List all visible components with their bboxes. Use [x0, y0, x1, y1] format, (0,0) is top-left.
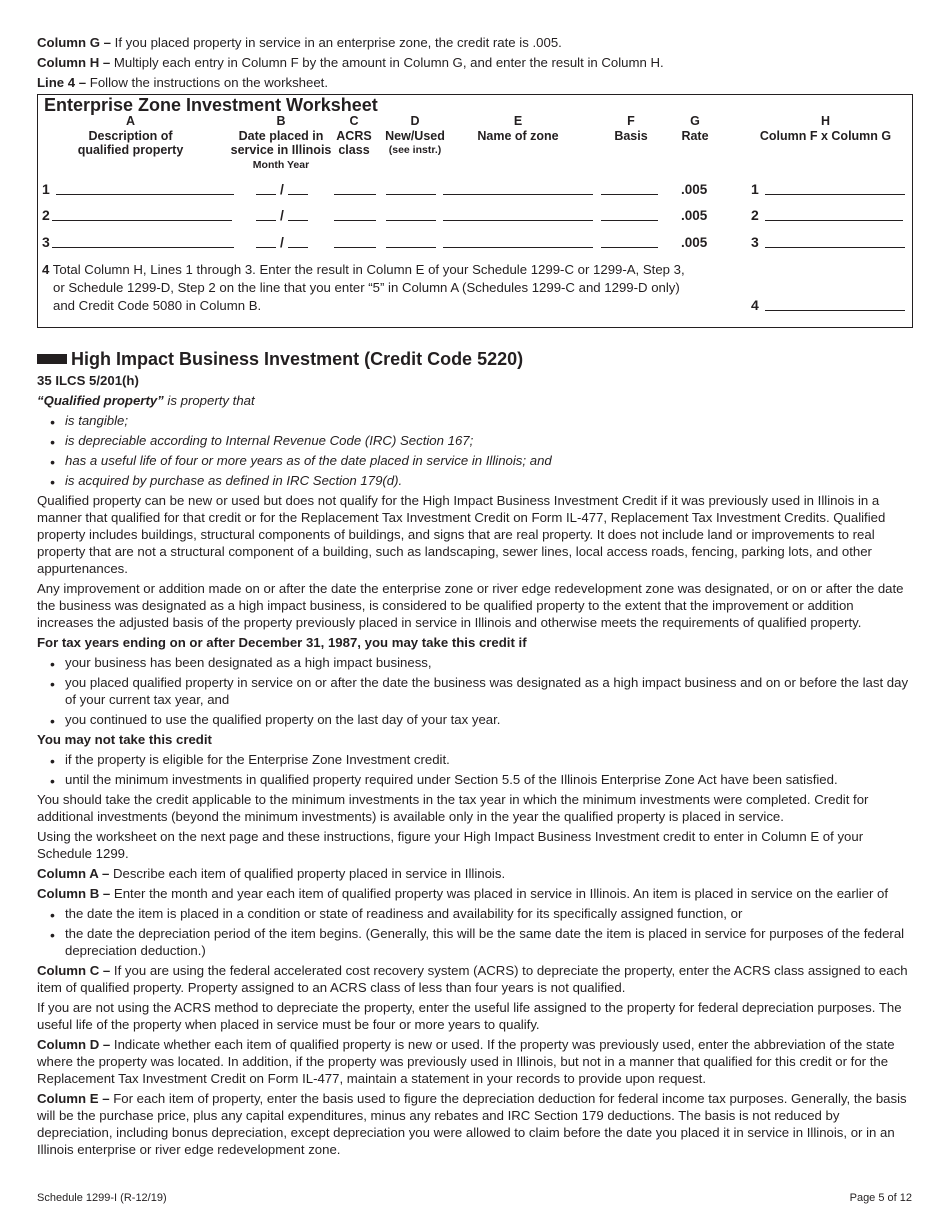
row-1-basis-field[interactable]: [601, 181, 658, 195]
column-e-header: E Name of zone: [477, 114, 559, 143]
paragraph: You should take the credit applicable to the minimum investments in the tax year in which the minimum investments were completed. Credit for additional investments (beyond the minimum investments) is available only in the year the qualified property is placed in service.: [37, 792, 869, 824]
row-1-month-field[interactable]: [256, 181, 276, 195]
list-item: • your business has been designated as a high impact business,: [37, 654, 913, 671]
row-2-h-number: 2: [751, 207, 759, 223]
row-1-h-number: 1: [751, 181, 759, 197]
row-1-date-slash: /: [280, 181, 284, 197]
row-3-new-used-field[interactable]: [386, 234, 436, 248]
row-3-acrs-field[interactable]: [334, 234, 376, 248]
row-3-description-field[interactable]: [52, 234, 234, 248]
paragraph: Qualified property can be new or used but does not qualify for the High Impact Business Investment Credit if it was previously used in Illinois in a manner that qualified for that credit or for the Replacement Tax Investment Credit on Form IL-477, Replacement Tax Investment Credits. Qualified property includes buildings, structural components of buildings, and signs that are real property. It does not include land or improvements to real property that are not a structural component of a building, such as landscaping, sewer lines, local access roads, fencing, parking lots, and other appurtenances.: [37, 493, 886, 576]
row-1-acrs-field[interactable]: [334, 181, 376, 195]
may-take-list: [37, 654, 913, 728]
list-item: • the date the depreciation period of the item begins. (Generally, this will be the same date the item is placed in service for purposes of the federal depreciation deduction.): [37, 925, 913, 959]
column-h-instruction: Column H – Multiply each entry in Column F by the amount in Column G, and enter the result in Column H.: [37, 55, 664, 70]
paragraph: Any improvement or addition made on or after the date the enterprise zone or river edge redevelopment zone was designated, or on or after the date the business was designated as a high impact business, is considered to be qualified property to the extent that the improvement or addition increases the adjusted basis of the property previously placed in service in Illinois and otherwise meets the requirements of qualified property.: [37, 581, 904, 630]
worksheet-title: Enterprise Zone Investment Worksheet: [44, 95, 378, 115]
row-3-zone-field[interactable]: [443, 234, 593, 248]
row-3-number: 3: [42, 234, 50, 250]
column-d-instruction: Column D – Indicate whether each item of qualified property is new or used. If the property was previously used, enter the abbreviation of the state where the property was located. In addition, if the property was previously used in Illinois, but not in a manner that qualified for this credit or for the Replacement Tax Investment Credit on Form IL-477, maintain a statement in your records to provide upon request.: [37, 1037, 895, 1086]
may-take-heading: For tax years ending on or after December 31, 1987, you may take this credit if: [37, 635, 527, 650]
row-2-number: 2: [42, 207, 50, 223]
high-impact-section: [37, 348, 913, 1158]
citation: 35 ILCS 5/201(h): [37, 373, 139, 388]
column-b-header: B Date placed in service in Illinois Month Year: [230, 114, 332, 171]
row-1-zone-field[interactable]: [443, 181, 593, 195]
column-c-header: C ACRS class: [336, 114, 372, 157]
column-b-instruction: Column B – Enter the month and year each item of qualified property was placed in service in Illinois. An item is placed in service on the earlier of: [37, 886, 888, 901]
column-c-instruction: Column C – If you are using the federal accelerated cost recovery system (ACRS) to depreciate the property, enter the ACRS class assigned to each item of qualified property. Property assigned to an ACRS class of less than four years is not qualified.: [37, 963, 908, 995]
row-2-description-field[interactable]: [52, 207, 232, 221]
row-1-year-field[interactable]: [288, 181, 308, 195]
list-item: • is tangible;: [37, 412, 913, 429]
line-4-total-field[interactable]: [765, 297, 905, 311]
qualified-property-list: [37, 412, 913, 489]
row-3-result-field[interactable]: [765, 234, 905, 248]
intro-instructions: [37, 34, 913, 91]
column-h-header: H Column F x Column G: [759, 114, 892, 143]
list-item: • until the minimum investments in qualified property required under Section 5.5 of the Illinois Enterprise Zone Act have been satisfied.: [37, 771, 913, 788]
column-e-instruction: Column E – For each item of property, enter the basis used to figure the depreciation deduction for federal income tax purposes. Generally, the basis will be the purchase price, plus any capital expenditures, minus any rebates and IRC Section 179 deductions. The basis is not reduced by depreciation, including bonus depreciation, except depreciation you were allowed to claim before the date you placed it in service in Illinois, or in an Illinois enterprise or river edge redevelopment zone.: [37, 1091, 907, 1157]
column-g-instruction: Column G – If you placed property in service in an enterprise zone, the credit rate is .005.: [37, 35, 562, 50]
row-1-description-field[interactable]: [56, 181, 234, 195]
section-bar-icon: [37, 354, 67, 364]
row-3-date-slash: /: [280, 234, 284, 250]
row-3-year-field[interactable]: [288, 234, 308, 248]
page-number: Page 5 of 12: [849, 1192, 912, 1204]
row-2-new-used-field[interactable]: [386, 207, 436, 221]
column-b-list: [37, 905, 913, 959]
list-item: • you continued to use the qualified property on the last day of your tax year.: [37, 711, 913, 728]
line-4-text: 4 Total Column H, Lines 1 through 3. Enter the result in Column E of your Schedule 1299-C or 1299-A, Step 3, or Schedule 1299-D, Step 2 on the line that you enter “5” in Column A (Schedules 1299-C and 1299-D only) and Credit Code 5080 in Column B.: [42, 262, 685, 313]
row-2-year-field[interactable]: [288, 207, 308, 221]
qualified-property-definition: “Qualified property” is property that: [37, 393, 255, 408]
list-item: • is depreciable according to Internal Revenue Code (IRC) Section 167;: [37, 432, 913, 449]
section-title: High Impact Business Investment (Credit Code 5220): [37, 348, 913, 370]
row-1-new-used-field[interactable]: [386, 181, 436, 195]
column-d-header: D New/Used (see instr.): [385, 114, 445, 156]
enterprise-zone-worksheet: [37, 94, 913, 328]
list-item: • you placed qualified property in service on or after the date the business was designated as a high impact business and on or before the last day of your current tax year, and: [37, 674, 913, 708]
column-g-header: G Rate: [681, 114, 709, 143]
row-3-rate: .005: [681, 235, 708, 250]
line-4-number: 4: [751, 297, 759, 313]
row-2-rate: .005: [681, 208, 708, 223]
document-page: [37, 34, 913, 1161]
column-a-instruction: Column A – Describe each item of qualified property placed in service in Illinois.: [37, 866, 506, 881]
list-item: • the date the item is placed in a condition or state of readiness and availability for its specifically assigned function, or: [37, 905, 913, 922]
row-2-acrs-field[interactable]: [334, 207, 376, 221]
list-item: • if the property is eligible for the Enterprise Zone Investment credit.: [37, 751, 913, 768]
row-2-result-field[interactable]: [765, 207, 903, 221]
row-1-number: 1: [42, 181, 50, 197]
row-2-date-slash: /: [280, 207, 284, 223]
row-2-month-field[interactable]: [256, 207, 276, 221]
list-item: • is acquired by purchase as defined in IRC Section 179(d).: [37, 472, 913, 489]
row-2-basis-field[interactable]: [601, 207, 658, 221]
paragraph: If you are not using the ACRS method to depreciate the property, enter the useful life assigned to the property for federal depreciation purposes. The useful life of the property when placed in service must be four or more years to qualify.: [37, 1000, 902, 1032]
row-2-zone-field[interactable]: [443, 207, 593, 221]
column-a-header: A Description of qualified property: [77, 114, 184, 157]
row-1-rate: .005: [681, 182, 708, 197]
row-3-month-field[interactable]: [256, 234, 276, 248]
column-f-header: F Basis: [614, 114, 648, 143]
may-not-heading: You may not take this credit: [37, 732, 212, 747]
paragraph: Using the worksheet on the next page and these instructions, figure your High Impact Business Investment credit to enter in Column E of your Schedule 1299.: [37, 829, 864, 861]
form-identifier: Schedule 1299-I (R-12/19): [37, 1192, 167, 1204]
line-4-instruction: Line 4 – Follow the instructions on the worksheet.: [37, 75, 328, 90]
list-item: • has a useful life of four or more years as of the date placed in service in Illinois; and: [37, 452, 913, 469]
may-not-list: [37, 751, 913, 788]
row-1-result-field[interactable]: [765, 181, 905, 195]
row-3-h-number: 3: [751, 234, 759, 250]
row-3-basis-field[interactable]: [601, 234, 658, 248]
